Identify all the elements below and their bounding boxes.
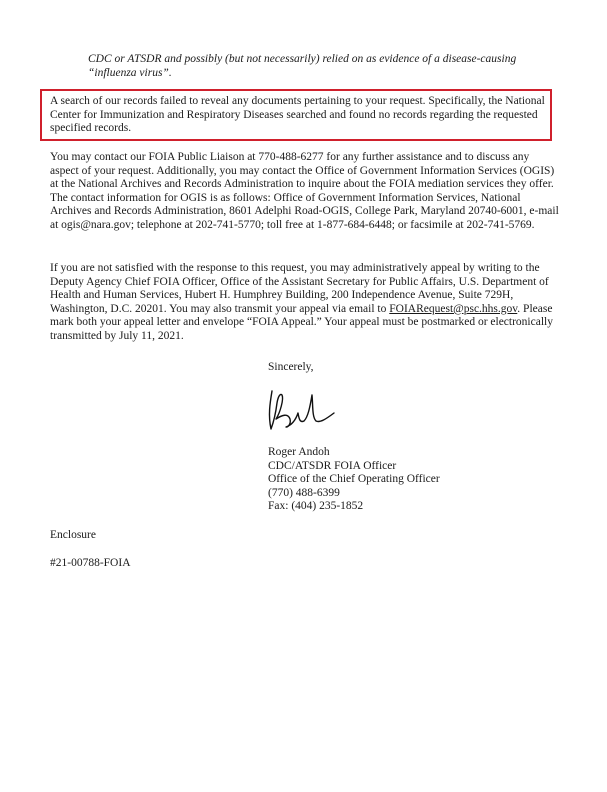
appeal-text-end: . Please mark both your appeal letter and envelope “FOIA Appeal.” Your appeal must be postmarked or electronically transmitted by July 11, 2021. [50, 302, 553, 342]
appeal-paragraph [50, 262, 560, 344]
handwritten-signature [262, 383, 342, 433]
quoted-request-text: CDC or ATSDR and possibly (but not necessarily) relied on as evidence of a disease-causing “influenza virus”. [88, 53, 517, 79]
signer-office: Office of the Chief Operating Officer [268, 473, 440, 486]
signer-name: Roger Andoh [268, 446, 330, 458]
signer-phone: (770) 488-6399 [268, 486, 340, 499]
signer-block [268, 446, 528, 514]
appeal-email-link[interactable]: FOIARequest@psc.hhs.gov [389, 302, 518, 315]
foia-contact-paragraph: You may contact our FOIA Public Liaison at 770-488-6277 for any further assistance and to discuss any aspect of your request. Additionally, you may contact the Office of Government Information Services (OGIS) at the National Archives and Records Administration to inquire about the FOIA mediation services they offer. The contact information for OGIS is as follows: Office of Government Information Services, National Archives and Records Administration, 8601 Adelphi Road-OGIS, College Park, Maryland 20740-6001, e-mail at ogis@nara.gov; telephone at 202-741-5770; toll free at 1-877-684-6448; or facsimile at 202-741-5769. [50, 151, 559, 231]
enclosure-label: Enclosure [50, 529, 96, 541]
signer-fax: Fax: (404) 235-1852 [268, 500, 364, 513]
foia-reference-number: #21-00788-FOIA [50, 557, 131, 569]
no-records-paragraph: A search of our records failed to reveal any documents pertaining to your request. Specifically, the National Center for Immunization and Respiratory Diseases searched and found no records regarding the requested specified records. [50, 95, 545, 135]
closing-salutation: Sincerely, [268, 361, 314, 373]
appeal-text-start: If you are not satisfied with the response to this request, you may administratively appeal by writing to the Deputy Agency Chief FOIA Officer, Office of the Assistant Secretary for Public Affairs, U.S. Department of Health and Human Services, Hubert H. Humphrey Building, 200 Independence Avenue, Suite 729H, Washington, D.C. 20201. You may also transmit your appeal via email to [50, 262, 549, 315]
signer-title: CDC/ATSDR FOIA Officer [268, 459, 397, 472]
